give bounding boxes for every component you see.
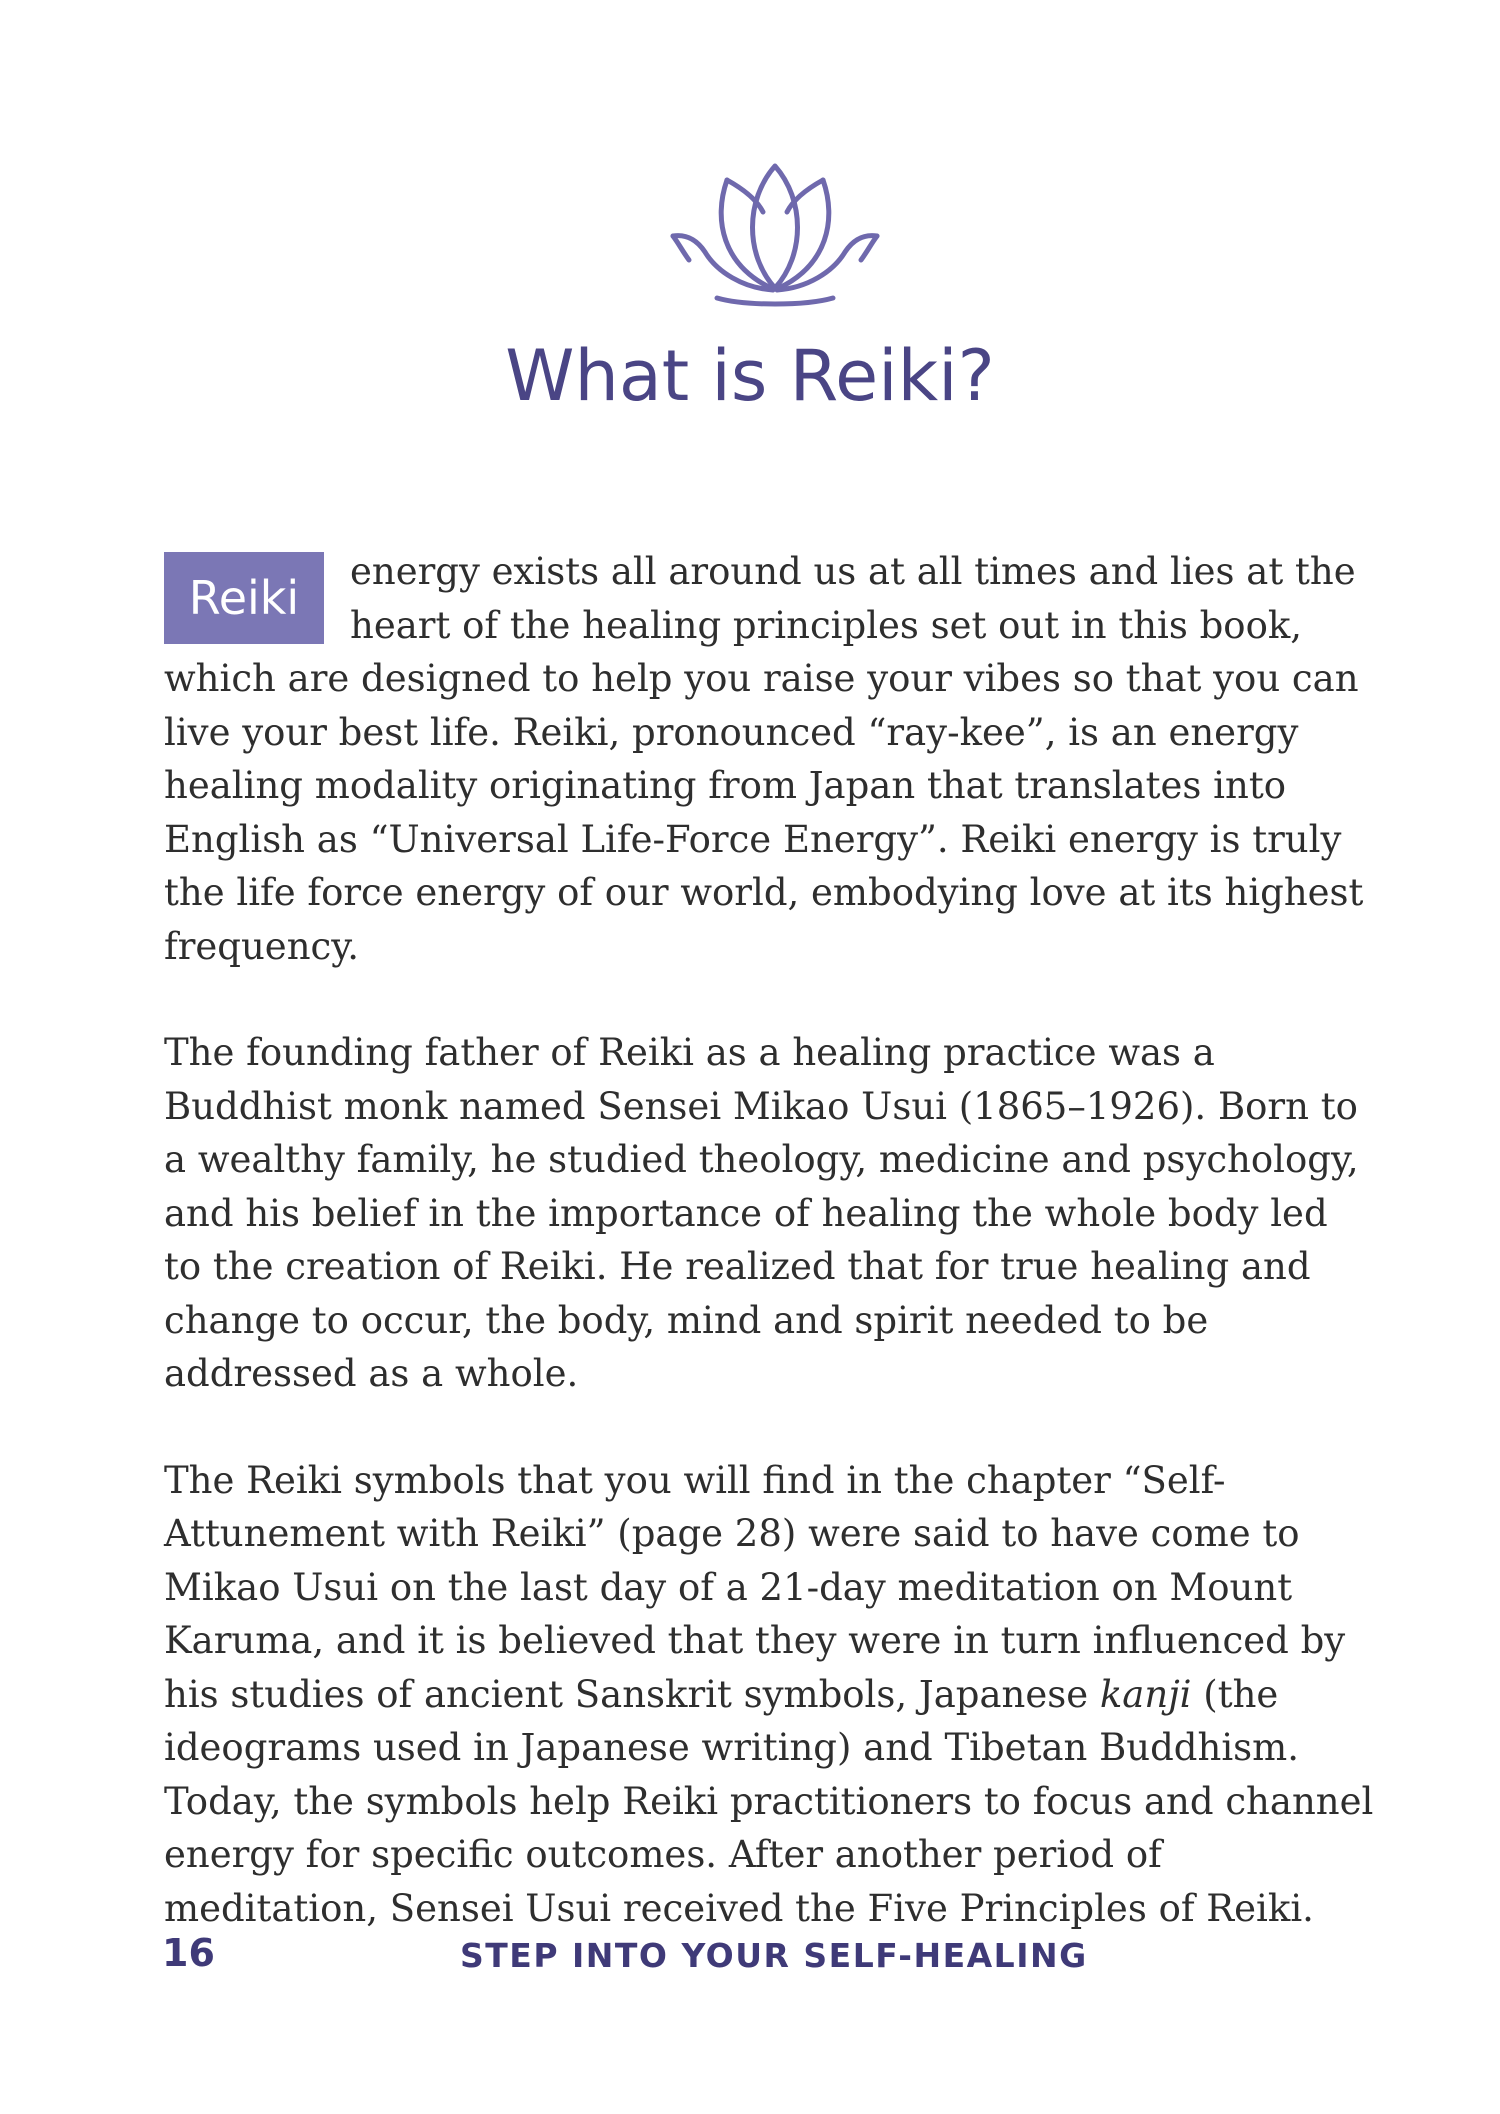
article-body [164, 545, 1374, 1988]
page-number: 16 [162, 1931, 215, 1975]
paragraph-3 [164, 1454, 1374, 1936]
paragraph-1 [164, 545, 1374, 973]
paragraph-3-text-a: The Reiki symbols that you will find in the chapter “Self-Attunement with Reiki” (page 28) were said to have come to Mikao Usui on the last day of a 21-day meditation on Mount Karuma, and it is believed that they were in turn influenced by his studies of ancient Sanskrit symbols, Japanese [164, 1458, 1346, 1716]
paragraph-2: The founding father of Reiki as a healing practice was a Buddhist monk named Sensei Mikao Usui (1865–1926). Born to a wealthy family, he studied theology, medicine and psychology, and his belief in the importance of healing the whole body led to the creation of Reiki. He realized that for true healing and change to occur, the body, mind and spirit needed to be addressed as a whole. [164, 1031, 1359, 1395]
dropcap-box: Reiki [164, 552, 324, 644]
kanji-italic: kanji [1099, 1672, 1192, 1716]
paragraph-3-text-b: (the ideograms used in Japanese writing) and Tibetan Buddhism. Today, the symbols help Reiki practitioners to focus and channel energy for specific outcomes. After another period of meditation, Sensei Usui received the Five Principles of Reiki. [164, 1672, 1374, 1930]
paragraph-1-text: energy exists all around us at all times and lies at the heart of the healing principles set out in this book, which are designed to help you raise your vibes so that you can live your best life. Reiki, pronounced “ray-kee”, is an energy healing modality originating from Japan that translates into English as “Universal Life-Force Energy”. Reiki energy is truly the life force energy of our world, embodying love at its highest frequency. [164, 550, 1364, 968]
running-footer-title: STEP INTO YOUR SELF-HEALING [460, 1936, 1088, 1975]
page-title: What is Reiki? [505, 335, 995, 417]
lotus-icon [665, 160, 885, 310]
